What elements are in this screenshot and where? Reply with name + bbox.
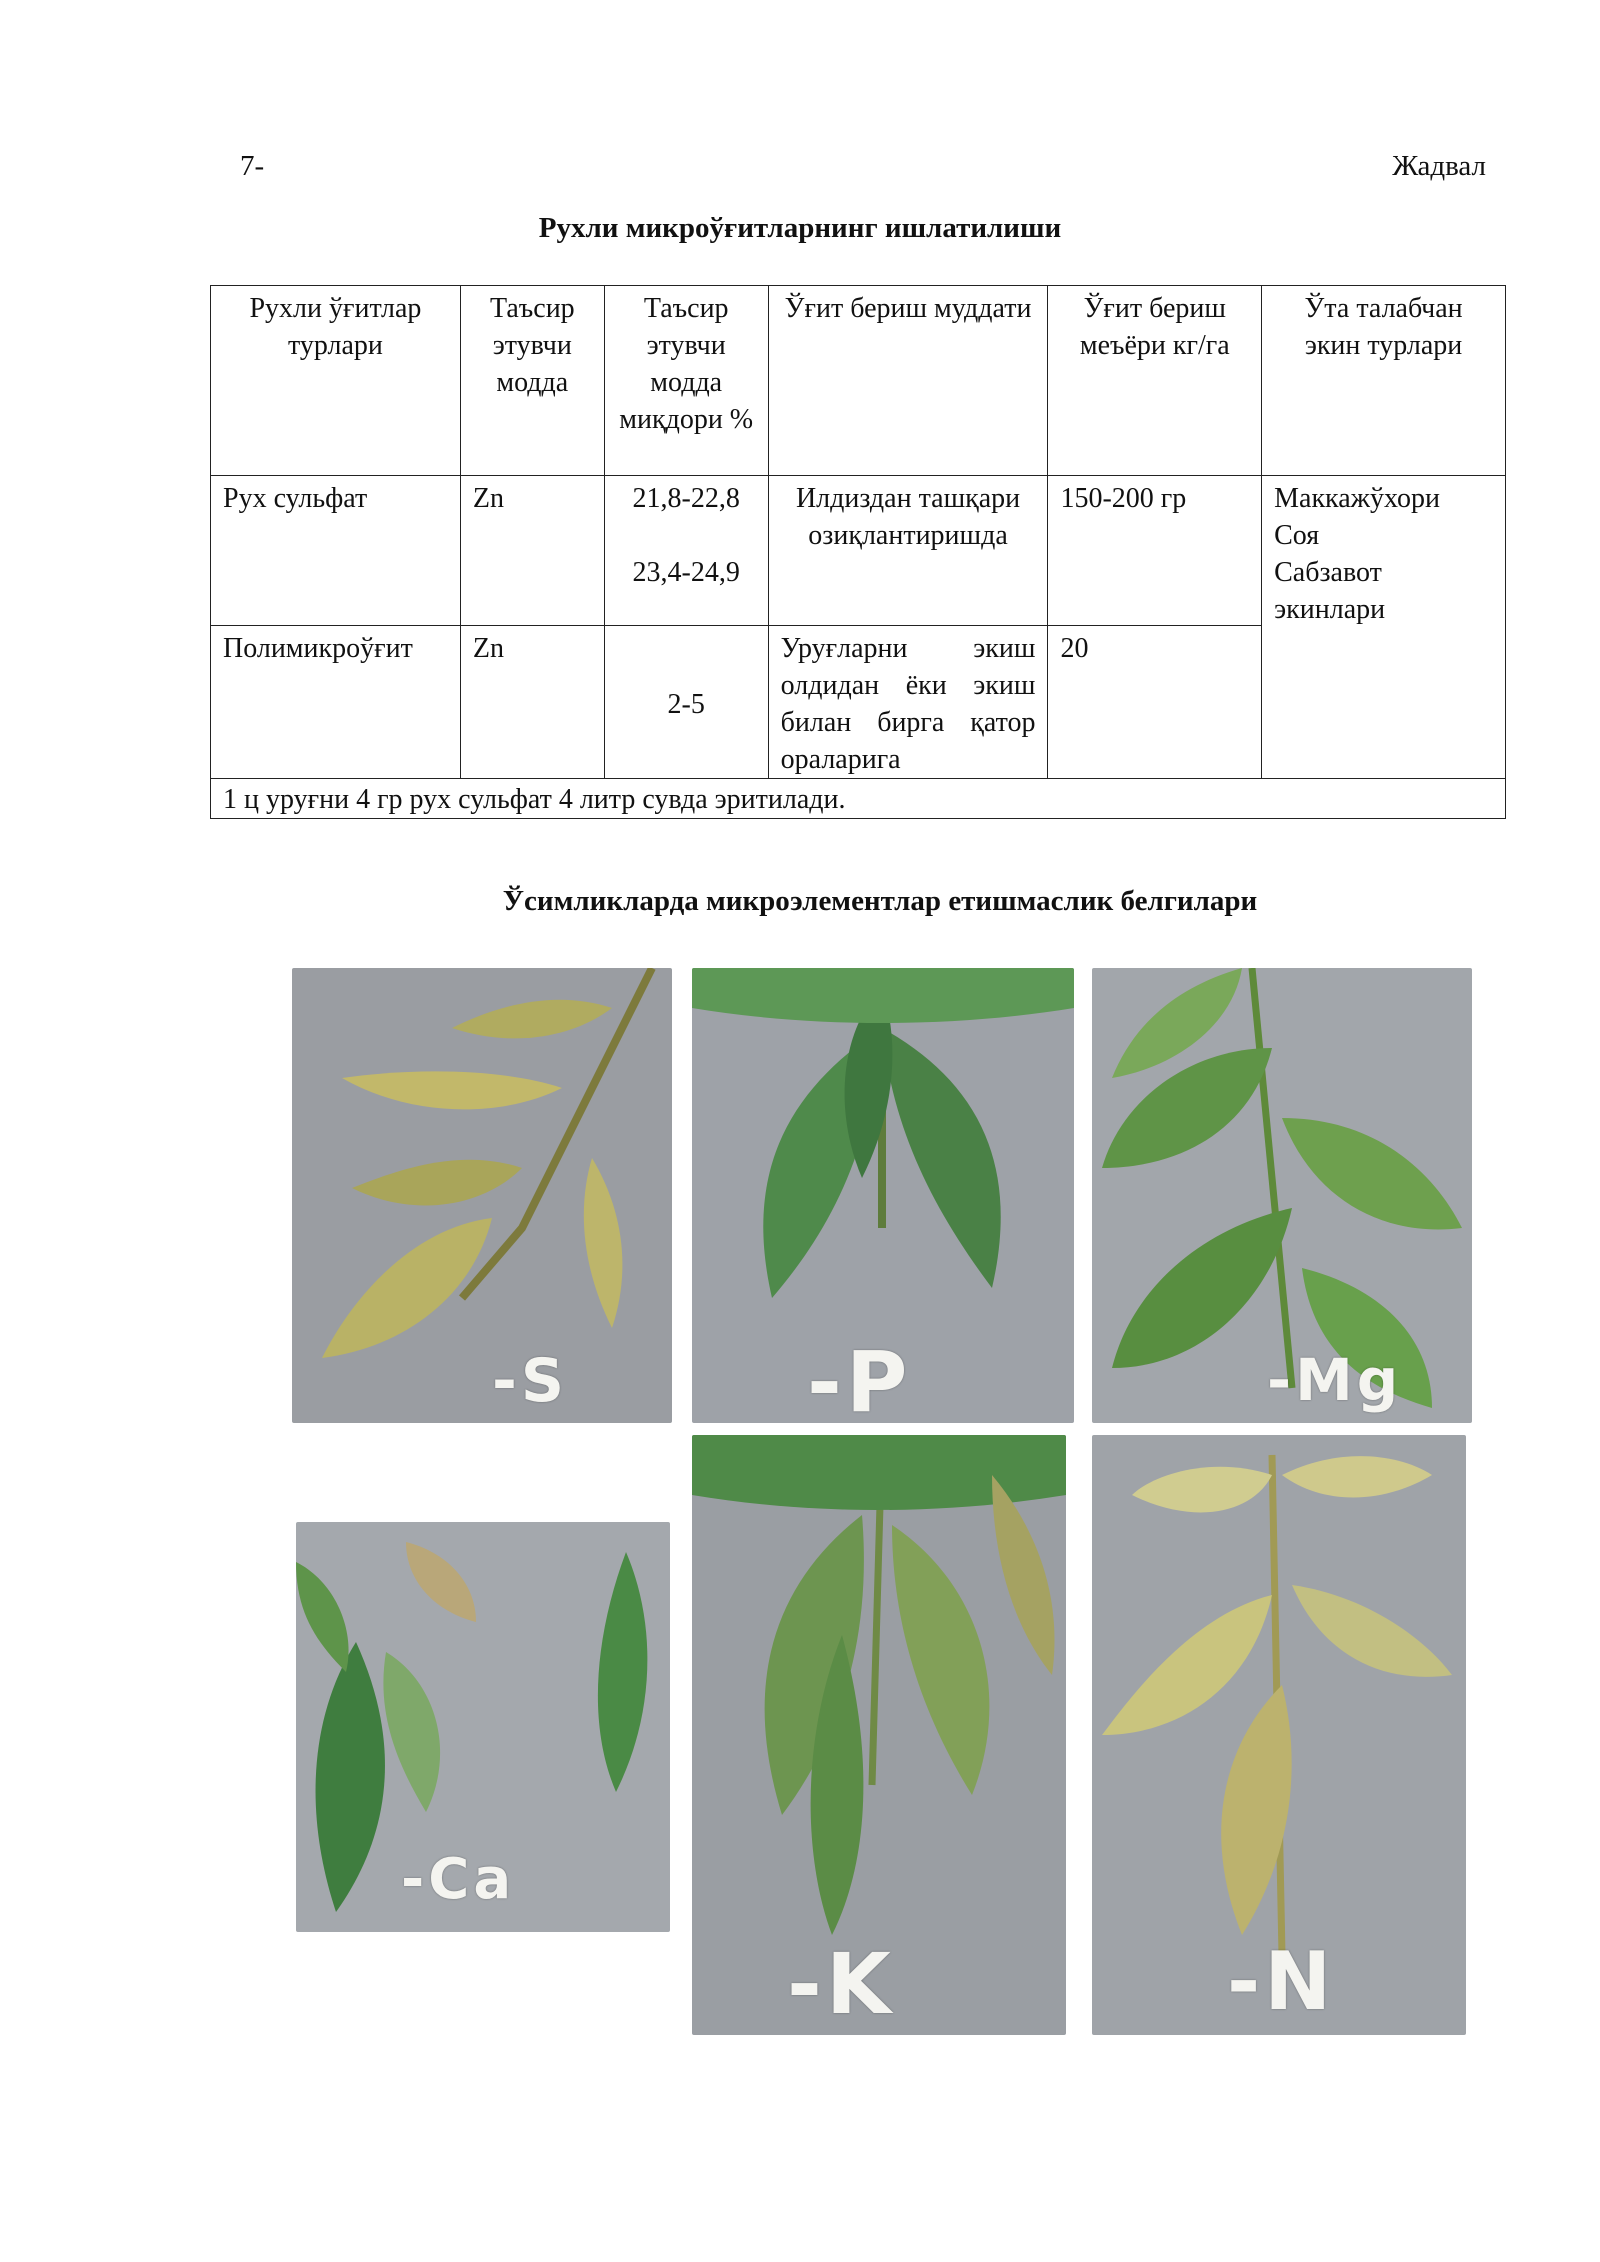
timing-cell: Уруғларни экиш олдидан ёки экиш билан бирга қатор ораларига [768, 626, 1048, 779]
footnote-cell: 1 ц уруғни 4 гр рух сульфат 4 литр сувда эритилади. [211, 779, 1506, 819]
photo-magnesium-deficiency [1092, 968, 1472, 1423]
rate-cell: 20 [1048, 626, 1262, 779]
header-cell: Ўғит бериш муддати [768, 286, 1048, 476]
photo-label: -Mg [1267, 1346, 1403, 1414]
leaf-illustration [292, 968, 672, 1423]
header-cell: Таъсир этувчи модда [460, 286, 604, 476]
photo-label: -K [787, 1935, 895, 2033]
crop-item: Сабзавот экинлари [1274, 557, 1386, 625]
photo-label: -S [492, 1346, 569, 1416]
crop-item: Соя [1274, 520, 1320, 551]
crops-cell [1262, 476, 1506, 779]
rate-cell: 150-200 гр [1048, 476, 1262, 626]
photo-label: -P [807, 1333, 912, 1423]
photo-nitrogen-deficiency [1092, 1435, 1466, 2035]
header-cell: Ўта талабчан экин турлари [1262, 286, 1506, 476]
photo-sulfur-deficiency [292, 968, 672, 1423]
substance-cell: Zn [460, 626, 604, 779]
table-header-row [211, 286, 1506, 476]
timing-cell: Илдиздан ташқари озиқлантиришда [768, 476, 1048, 626]
photo-phosphorus-deficiency [692, 968, 1074, 1423]
photo-label: -N [1227, 1935, 1336, 2028]
crop-item: Маккажўхори [1274, 483, 1440, 514]
section-title: Ўсимликларда микроэлементлар етишмаслик белгилари [502, 885, 1258, 917]
header-cell: Рухли ўғитлар турлари [211, 286, 461, 476]
table-title [0, 212, 1600, 245]
amount-cell [604, 476, 768, 626]
substance-cell: Zn [460, 476, 604, 626]
header-cell: Таъсир этувчи модда миқдори % [604, 286, 768, 476]
header-cell: Ўғит бериш меъёри кг/га [1048, 286, 1262, 476]
amount-value: 23,4-24,9 [632, 557, 740, 588]
photo-calcium-deficiency [296, 1522, 670, 1932]
amount-value: 21,8-22,8 [632, 483, 740, 514]
photo-label: -Ca [401, 1847, 516, 1912]
photo-potassium-deficiency [692, 1435, 1066, 2035]
type-cell: Полимикроўғит [211, 626, 461, 779]
table-word: Жадвал [1392, 150, 1486, 182]
fertilizer-table [210, 285, 1506, 819]
page-number: 7- [240, 150, 265, 182]
table-row [211, 476, 1506, 626]
table-footnote-row [211, 779, 1506, 819]
amount-cell: 2-5 [604, 626, 768, 779]
type-cell: Рух сульфат [211, 476, 461, 626]
table-title-text: Рухли микроўғитларнинг ишлатилиши [538, 212, 1062, 244]
